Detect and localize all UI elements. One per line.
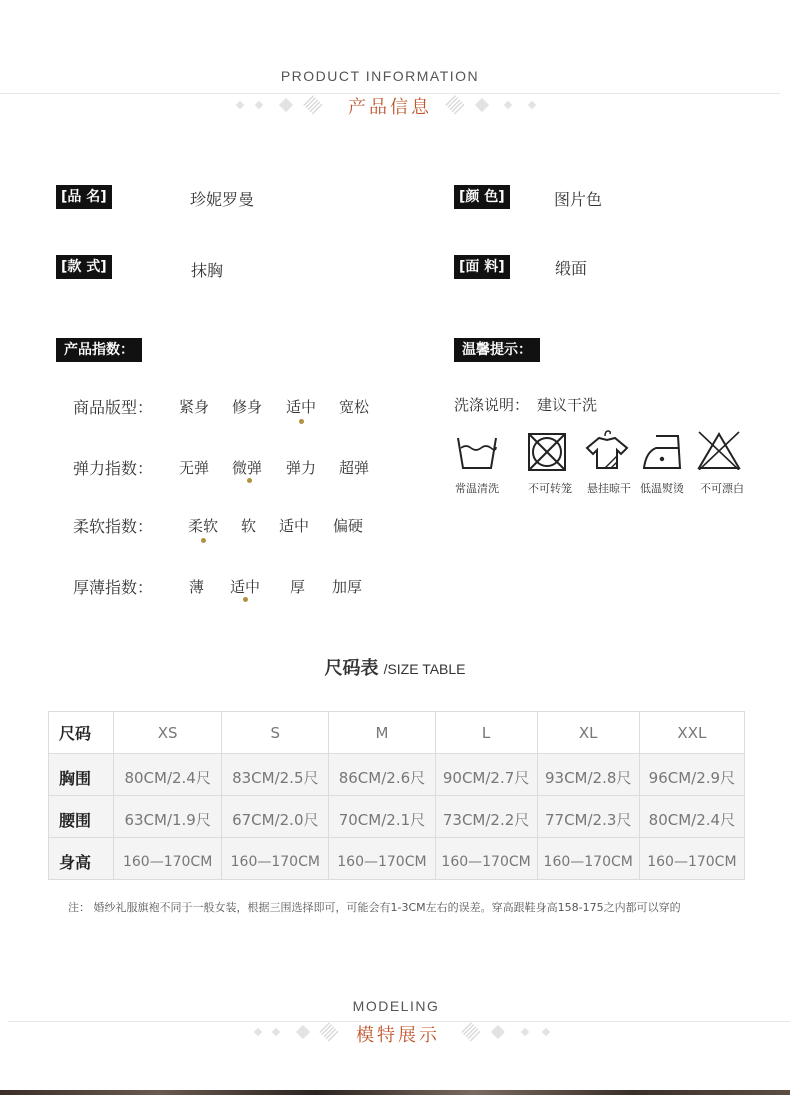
index-selected-dot bbox=[299, 419, 304, 424]
table-cell: 160—170CM bbox=[435, 838, 537, 880]
table-cell: 73CM/2.2尺 bbox=[435, 796, 537, 838]
wash-tub-icon bbox=[455, 434, 499, 474]
index-option: 加厚 bbox=[332, 578, 363, 596]
row-header: 胸围 bbox=[49, 754, 114, 796]
index-row-label: 柔软指数： bbox=[73, 517, 154, 536]
section-title-en: PRODUCT INFORMATION bbox=[280, 68, 480, 84]
table-cell: 160—170CM bbox=[639, 838, 744, 880]
attr-value-fabric: 缎面 bbox=[555, 259, 588, 278]
index-option: 厚 bbox=[290, 578, 306, 596]
table-cell: 63CM/1.9尺 bbox=[114, 796, 222, 838]
table-cell: 80CM/2.4尺 bbox=[639, 796, 744, 838]
index-row-label: 商品版型： bbox=[73, 398, 154, 417]
table-cell: 77CM/2.3尺 bbox=[537, 796, 639, 838]
attr-value-name: 珍妮罗曼 bbox=[190, 190, 255, 209]
index-option: 适中 bbox=[279, 517, 310, 535]
attr-label-fabric: [面 料] bbox=[454, 255, 510, 279]
table-cell: 96CM/2.9尺 bbox=[639, 754, 744, 796]
index-selected-dot bbox=[243, 597, 248, 602]
table-cell: 86CM/2.6尺 bbox=[329, 754, 435, 796]
index-option: 适中 bbox=[230, 578, 261, 596]
attr-value-style: 抹胸 bbox=[191, 261, 224, 280]
index-option: 柔软 bbox=[188, 517, 219, 535]
size-table-title-en: /SIZE TABLE bbox=[383, 661, 466, 677]
index-option: 微弹 bbox=[232, 459, 263, 477]
table-cell: 70CM/2.1尺 bbox=[329, 796, 435, 838]
table-cell: 80CM/2.4尺 bbox=[114, 754, 222, 796]
care-icon-label: 悬挂晾干 bbox=[587, 482, 631, 495]
size-header-cell: L bbox=[435, 712, 537, 754]
attr-label-name: [品 名] bbox=[56, 185, 112, 209]
size-header-cell: XS bbox=[114, 712, 222, 754]
index-option: 偏硬 bbox=[333, 517, 364, 535]
table-cell: 160—170CM bbox=[537, 838, 639, 880]
index-option: 超弹 bbox=[339, 459, 370, 477]
size-table bbox=[48, 711, 745, 880]
size-header-cell: XXL bbox=[639, 712, 744, 754]
row-header: 腰围 bbox=[49, 796, 114, 838]
size-table-title bbox=[0, 654, 790, 680]
table-cell: 83CM/2.5尺 bbox=[222, 754, 329, 796]
care-icon-label: 不可转笼 bbox=[528, 482, 572, 495]
index-row-label: 弹力指数： bbox=[73, 459, 154, 478]
no-tumble-dry-icon bbox=[525, 432, 569, 472]
size-header-cell: S bbox=[222, 712, 329, 754]
index-option: 弹力 bbox=[286, 459, 317, 477]
table-cell: 93CM/2.8尺 bbox=[537, 754, 639, 796]
hang-dry-icon bbox=[585, 430, 629, 470]
table-cell: 160—170CM bbox=[222, 838, 329, 880]
size-header-cell: XL bbox=[537, 712, 639, 754]
table-cell: 67CM/2.0尺 bbox=[222, 796, 329, 838]
wash-instruction-value: 建议干洗 bbox=[537, 396, 598, 414]
modeling-title-cn: 模特展示 bbox=[356, 1025, 440, 1046]
size-header-cell: M bbox=[329, 712, 435, 754]
size-note: 注： 婚纱礼服旗袍不同于一般女装，根据三围选择即可，可能会有1-3CM左右的误差。穿高跟鞋身高158-175之内都可以穿的 bbox=[68, 901, 681, 914]
section-title-cn: 产品信息 bbox=[348, 97, 432, 118]
index-option: 无弹 bbox=[179, 459, 210, 477]
wash-instruction-label: 洗涤说明： bbox=[454, 396, 530, 414]
table-cell: 160—170CM bbox=[329, 838, 435, 880]
table-row bbox=[49, 796, 745, 838]
index-option: 软 bbox=[241, 517, 257, 535]
row-header: 身高 bbox=[49, 838, 114, 880]
low-iron-icon bbox=[642, 432, 686, 472]
index-row-label: 厚薄指数： bbox=[73, 578, 154, 597]
modeling-title-en: MODELING bbox=[352, 998, 440, 1014]
index-option: 紧身 bbox=[179, 398, 210, 416]
attr-label-color: [颜 色] bbox=[454, 185, 510, 209]
attr-label-style: [款 式] bbox=[56, 255, 112, 279]
no-bleach-icon bbox=[697, 430, 741, 470]
index-option: 薄 bbox=[189, 578, 205, 596]
table-header-row bbox=[49, 712, 745, 754]
model-photo bbox=[0, 1090, 790, 1095]
index-option: 修身 bbox=[232, 398, 263, 416]
care-tips-tag: 温馨提示： bbox=[454, 338, 540, 362]
size-table-title-cn: 尺码表 bbox=[324, 658, 379, 679]
table-cell: 90CM/2.7尺 bbox=[435, 754, 537, 796]
care-icon-label: 常温清洗 bbox=[455, 482, 499, 495]
index-option: 宽松 bbox=[339, 398, 370, 416]
product-index-tag: 产品指数： bbox=[56, 338, 142, 362]
table-header-label: 尺码 bbox=[49, 712, 114, 754]
table-row bbox=[49, 754, 745, 796]
index-selected-dot bbox=[247, 478, 252, 483]
care-icon-label: 低温熨烫 bbox=[640, 482, 684, 495]
index-selected-dot bbox=[201, 538, 206, 543]
table-row bbox=[49, 838, 745, 880]
attr-value-color: 图片色 bbox=[554, 190, 603, 209]
care-icon-label: 不可漂白 bbox=[700, 482, 744, 495]
table-cell: 160—170CM bbox=[114, 838, 222, 880]
index-option: 适中 bbox=[286, 398, 317, 416]
